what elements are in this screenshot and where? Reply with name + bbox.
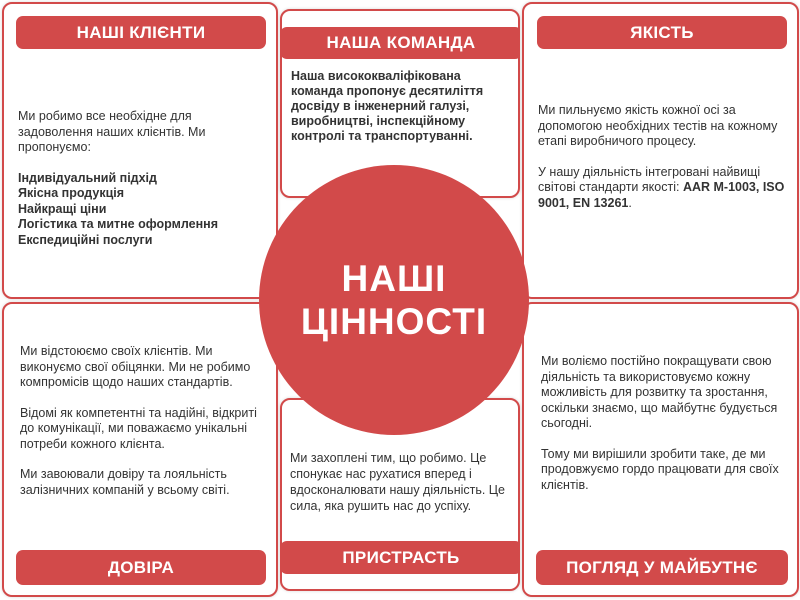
trust-paragraph: Ми відстоюємо своїх клієнтів. Ми виконуємо свої обіцянки. Ми не робимо компромісів щодо наших стандартів. — [20, 344, 251, 389]
clients-item: Найкращі ціни — [18, 201, 107, 216]
clients-item: Індивідуальний підхід — [18, 170, 157, 185]
trust-title: ДОВІРА — [16, 550, 266, 585]
future-text — [541, 354, 781, 493]
clients-item: Логістика та митне оформлення — [18, 217, 218, 231]
values-circle — [259, 165, 529, 435]
clients-item: Якісна продукція — [18, 186, 125, 200]
clients-intro: Ми робимо все необхідне для задоволення наших клієнтів. Ми пропонуємо: — [18, 109, 206, 154]
clients-text — [18, 109, 268, 248]
future-title: ПОГЛЯД У МАЙБУТНЄ — [536, 550, 788, 585]
values-title: НАШІ ЦІННОСТІ — [300, 258, 488, 342]
clients-card — [2, 2, 278, 299]
clients-item: Експедиційні послуги — [18, 232, 153, 247]
quality-card — [522, 2, 799, 299]
future-card — [522, 302, 799, 597]
future-paragraph: Ми воліємо постійно покращувати свою діяльність та використовуємо кожну можливість для розвитку та зростання, оскільки знаємо, що майбутнє будується сьогодні. — [541, 354, 778, 430]
passion-title: ПРИСТРАСТЬ — [280, 541, 520, 574]
quality-standards-end: . — [628, 195, 632, 210]
quality-paragraph — [538, 165, 788, 212]
team-text: Наша висококваліфікована команда пропонує десятиліття досвіду в інженерний галузі, виробництві, інспекційному контролі та транспортуванні. — [291, 69, 484, 143]
trust-paragraph: Ми завоювали довіру та лояльність залізничних компаній у всьому світі. — [20, 467, 230, 497]
trust-card — [2, 302, 278, 597]
quality-paragraph: Ми пильнуємо якість кожної осі за допомогою необхідних тестів на кожному етапі виробничого процесу. — [538, 103, 778, 148]
quality-standards-intro: У нашу діяльність інтегровані найвищі світові стандарти якості: — [538, 164, 761, 194]
trust-text — [20, 344, 265, 498]
team-title: НАША КОМАНДА — [280, 27, 520, 59]
future-paragraph: Тому ми вирішили зробити таке, де ми продовжуємо гордо працювати для своїх клієнтів. — [541, 446, 779, 492]
trust-paragraph: Відомі як компетентні та надійні, відкриті до комунікації, ми поважаємо унікальні потреби кожного клієнта. — [20, 405, 257, 451]
quality-text — [538, 103, 788, 211]
passion-text: Ми захоплені тим, що робимо. Це спонукає нас рухатися вперед і вдосконалювати нашу діяльність. Це сила, яка рушить нас до успіху. — [290, 451, 506, 513]
clients-title: НАШІ КЛІЄНТИ — [16, 16, 266, 49]
quality-standards: AAR M-1003, ISO 9001, EN 13261 — [538, 180, 785, 210]
quality-title: ЯКІСТЬ — [537, 16, 787, 49]
